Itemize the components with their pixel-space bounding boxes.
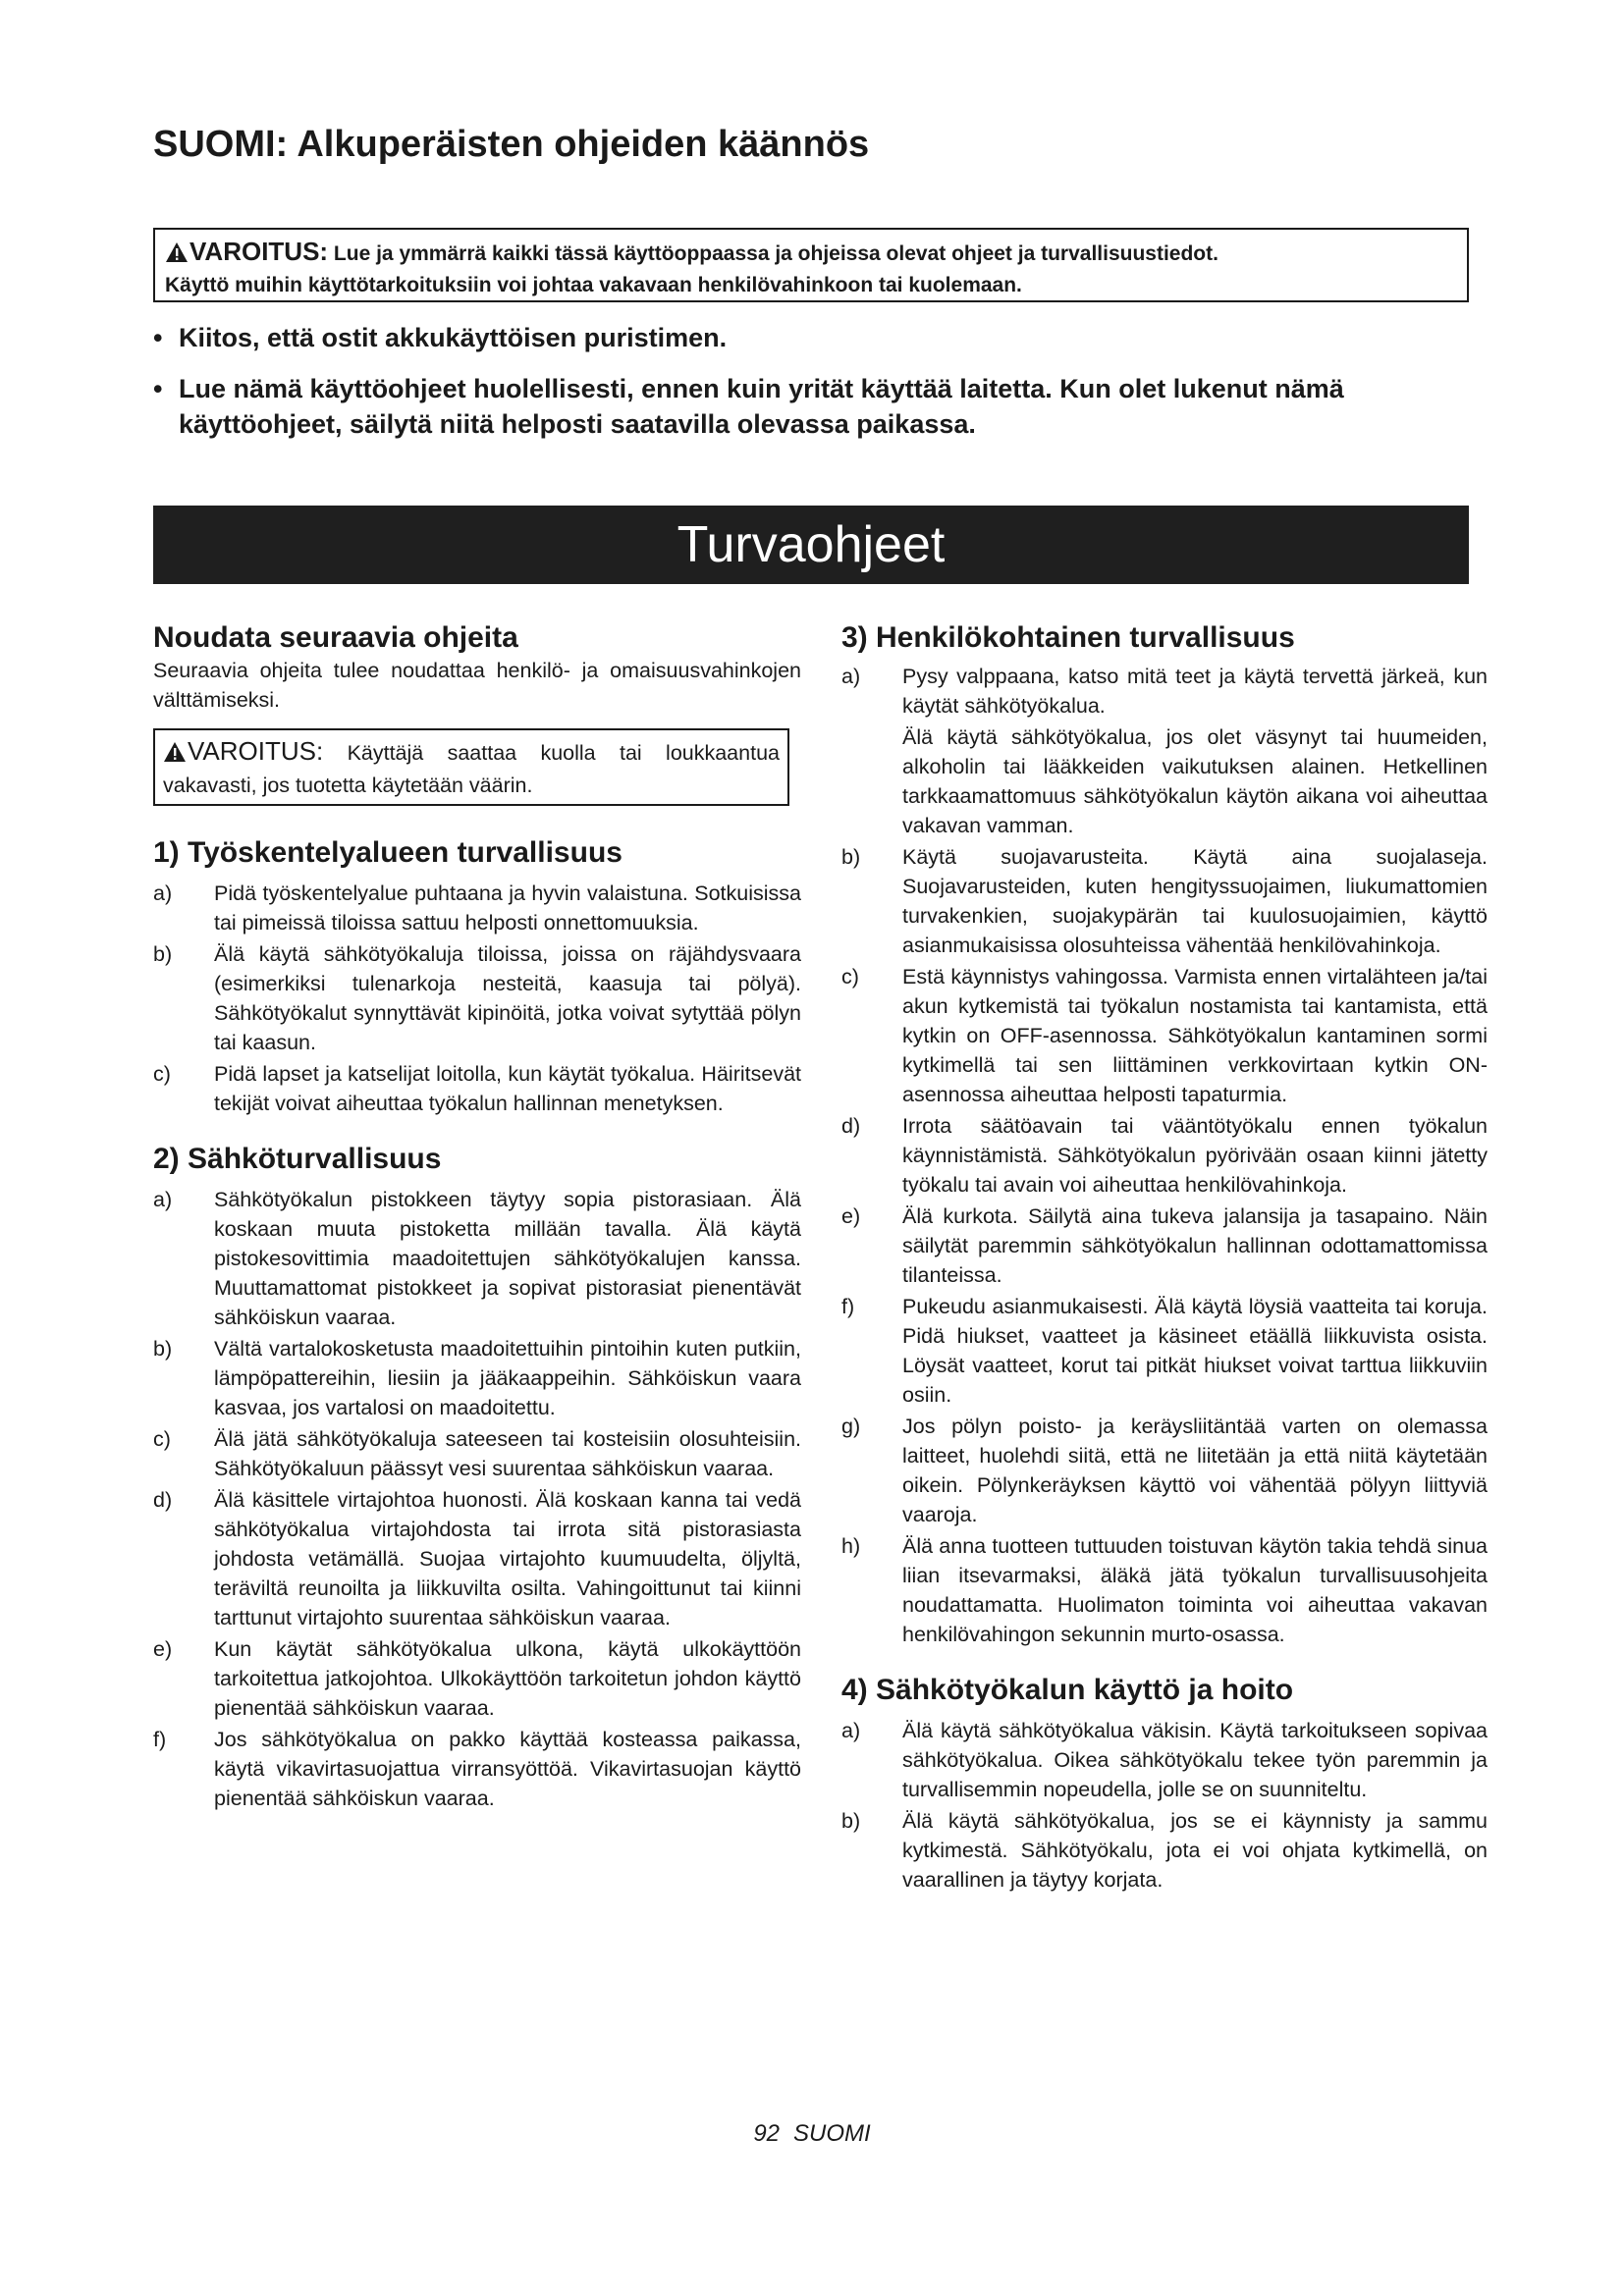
list-item: d) Irrota säätöavain tai vääntötyökalu ennen työkalun käynnistämistä. Sähkötyökalun pyörivään osaan kiinni jätetty työkalu tai avain voi aiheuttaa henkilövahinkoja.	[841, 1111, 1488, 1200]
intro-item: • Kiitos, että ostit akkukäyttöisen puristimen.	[153, 320, 1489, 355]
left-column	[153, 620, 801, 1815]
item-marker: d)	[153, 1488, 173, 1512]
item-marker: c)	[153, 1427, 171, 1451]
item-marker: f)	[153, 1728, 167, 1751]
inline-warning-box	[153, 728, 789, 806]
list-item: c) Estä käynnistys vahingossa. Varmista ennen virtalähteen ja/tai akun kytkemistä tai työkalun nostamista tai kantamista, että kytkin on OFF-asennossa. Sähkötyökalun kantaminen sormi kytkimellä tai sen liittäminen verkkovirtaan kytkin ON-asennossa aiheuttaa helposti tapaturmia.	[841, 962, 1488, 1109]
list-item: e) Älä kurkota. Säilytä aina tukeva jalansija ja tasapaino. Näin säilytät paremmin sähkötyökalun hallinnan odottamattomissa tilanteissa.	[841, 1201, 1488, 1290]
item-marker: a)	[841, 665, 861, 688]
intro-item: • Lue nämä käyttöohjeet huolellisesti, ennen kuin yrität käyttää laitetta. Kun olet lukenut nämä käyttöohjeet, säilytä niitä helposti saatavilla olevassa paikassa.	[153, 371, 1489, 442]
intro-list	[153, 320, 1489, 457]
section-heading: 4) Sähkötyökalun käyttö ja hoito	[841, 1674, 1294, 1706]
list-item: d) Älä käsittele virtajohtoa huonosti. Älä koskaan kanna tai vedä sähkötyökalua virtajohdosta tai irrota sitä pistorasiasta johdosta vetämällä. Suojaa virtajohto kuumuudelta, öljyltä, teräviltä reunoilta ja liikkuvilta osilta. Vahingoittunut tai kiinni tarttunut virtajohto suurentaa sähköiskun vaaraa.	[153, 1485, 801, 1632]
item-marker: e)	[841, 1204, 861, 1228]
item-marker: d)	[841, 1114, 861, 1138]
section-3	[841, 620, 1488, 1649]
list-item: a) Sähkötyökalun pistokkeen täytyy sopia pistorasiaan. Älä koskaan muuta pistoketta millään tavalla. Älä käytä pistokesovittimia maadoitettujen sähkötyökalujen kanssa. Muuttamattomat pistokkeet ja sopivat pistorasiat pienentävät sähköiskun vaaraa.	[153, 1185, 801, 1332]
list-item: e) Kun käytät sähkötyökalua ulkona, käytä ulkokäyttöön tarkoitettua jatkojohtoa. Ulkokäyttöön tarkoitetun johdon käyttö pienentää sähköiskun vaaraa.	[153, 1634, 801, 1723]
page-footer	[0, 2120, 1624, 2148]
list-item: h) Älä anna tuotteen tuttuuden toistuvan käytön takia tehdä sinua liian itsevarmaksi, äläkä jätä työkalun turvallisuusohjeita noudattamatta. Huolimaton toiminta voi aiheuttaa vakavan henkilövahingon sekunnin murto-osassa.	[841, 1531, 1488, 1649]
item-marker: a)	[841, 1719, 861, 1742]
footer-language: SUOMI	[793, 2120, 871, 2147]
list-item: b) Vältä vartalokosketusta maadoitettuihin pintoihin kuten putkiin, lämpöpattereihin, liesiin ja jääkaappeihin. Sähköiskun vaara kasvaa, jos vartalosi on maadoitettu.	[153, 1334, 801, 1422]
warning-label: VAROITUS:	[188, 736, 324, 766]
item-marker: e)	[153, 1637, 173, 1661]
item-marker: g)	[841, 1415, 861, 1438]
item-marker: a)	[153, 881, 173, 905]
list-item: g) Jos pölyn poisto- ja keräysliitäntää varten on olemassa laitteet, huolehdi siitä, että ne liitetään ja että niitä käytetään oikein. Pölynkeräyksen käyttö voi vähentää pölyyn liittyviä vaaroja.	[841, 1412, 1488, 1529]
list-item: f) Pukeudu asianmukaisesti. Älä käytä löysiä vaatteita tai koruja. Pidä hiukset, vaatteet ja käsineet etäällä liikkuvista osista. Löysät vaatteet, korut tai pitkät hiukset voivat tarttua liikkuviin osiin.	[841, 1292, 1488, 1410]
list-item: c) Pidä lapset ja katselijat loitolla, kun käytät työkalua. Häiritsevät tekijät voivat aiheuttaa työkalun hallinnan menetyksen.	[153, 1059, 801, 1118]
top-warning-box	[153, 228, 1469, 302]
right-column	[841, 620, 1488, 1896]
section-heading: 3) Henkilökohtainen turvallisuus	[841, 621, 1295, 654]
list-item: b) Älä käytä sähkötyökalua, jos se ei käynnisty ja sammu kytkimestä. Sähkötyökalu, jota ei voi ohjata kytkimellä, on vaarallinen ja täytyy korjata.	[841, 1806, 1488, 1895]
list-item: a) Älä käytä sähkötyökalua väkisin. Käytä tarkoitukseen sopivaa sähkötyökalua. Oikea sähkötyökalu tekee työn paremmin ja turvallisemmin nopeudella, jolle se on suunniteltu.	[841, 1716, 1488, 1804]
item-marker: h)	[841, 1534, 861, 1558]
warning-text: Käyttäjä saattaa kuolla tai loukkaantua vakavasti, jos tuotetta käytetään väärin.	[163, 741, 780, 797]
warning-text: Lue ja ymmärrä kaikki tässä käyttöoppaassa ja ohjeissa olevat ohjeet ja turvallisuustiedot.	[333, 242, 1218, 265]
list-item-continuation: Älä käytä sähkötyökalua, jos olet väsynyt tai huumeiden, alkoholin tai lääkkeiden vaikutuksen alainen. Hetkellinen tarkkaamattomuus sähkötyökalun käytön aikana voi aiheuttaa vakavan vamman.	[902, 725, 1488, 837]
section-2	[153, 1142, 801, 1813]
warning-label: VAROITUS:	[189, 237, 329, 266]
warning-triangle-icon	[165, 241, 189, 271]
item-marker: f)	[841, 1295, 855, 1318]
section-1	[153, 835, 801, 1118]
page-title: SUOMI: Alkuperäisten ohjeiden käännös	[153, 124, 870, 165]
item-marker: c)	[841, 965, 859, 988]
warning-triangle-icon	[163, 741, 187, 771]
list-item: f) Jos sähkötyökalua on pakko käyttää kosteassa paikassa, käytä vikavirtasuojattua virransyöttöä. Vikavirtasuojan käyttö pienentää sähköiskun vaaraa.	[153, 1725, 801, 1813]
item-marker: b)	[841, 845, 861, 869]
bullet-icon: •	[153, 323, 163, 352]
list-item: b) Käytä suojavarusteita. Käytä aina suojalaseja. Suojavarusteiden, kuten hengityssuojaimen, liukumattomien turvakenkien, suojakypärän tai kuulosuojaimien, käyttö asianmukaisissa olosuhteissa vähentää henkilövahinkoja.	[841, 842, 1488, 960]
item-marker: b)	[841, 1809, 861, 1833]
section-4	[841, 1673, 1488, 1895]
section-banner	[153, 506, 1469, 584]
top-warning-line1	[165, 238, 1457, 271]
item-marker: c)	[153, 1062, 171, 1086]
section-heading: Noudata seuraavia ohjeita	[153, 621, 518, 654]
bullet-icon: •	[153, 374, 163, 403]
list-item: b) Älä käytä sähkötyökaluja tiloissa, joissa on räjähdysvaara (esimerkiksi tulenarkoja nesteitä, kaasuja tai pölyä). Sähkötyökalut synnyttävät kipinöitä, jotka voivat sytyttää pölyn tai kaasun.	[153, 939, 801, 1057]
section-heading: 2) Sähköturvallisuus	[153, 1143, 442, 1175]
top-warning-line2: Käyttö muihin käyttötarkoituksiin voi johtaa vakavaan henkilövahinkoon tai kuolemaan.	[165, 274, 1022, 296]
section-heading: 1) Työskentelyalueen turvallisuus	[153, 836, 623, 869]
item-marker: b)	[153, 942, 173, 966]
list-item: c) Älä jätä sähkötyökaluja sateeseen tai kosteisiin olosuhteisiin. Sähkötyökaluun päässyt vesi suurentaa sähköiskun vaaraa.	[153, 1424, 801, 1483]
list-item: a) Pysy valppaana, katso mitä teet ja käytä tervettä järkeä, kun käytät sähkötyökalua.	[841, 662, 1488, 721]
intro-paragraph: Seuraavia ohjeita tulee noudattaa henkilö- ja omaisuusvahinkojen välttämiseksi.	[153, 659, 801, 712]
page-number: 92	[753, 2120, 781, 2147]
list-item: a) Pidä työskentelyalue puhtaana ja hyvin valaistuna. Sotkuisissa tai pimeissä tiloissa sattuu helposti onnettomuuksia.	[153, 879, 801, 937]
item-marker: a)	[153, 1188, 173, 1211]
item-marker: b)	[153, 1337, 173, 1361]
banner-title: Turvaohjeet	[677, 516, 946, 573]
